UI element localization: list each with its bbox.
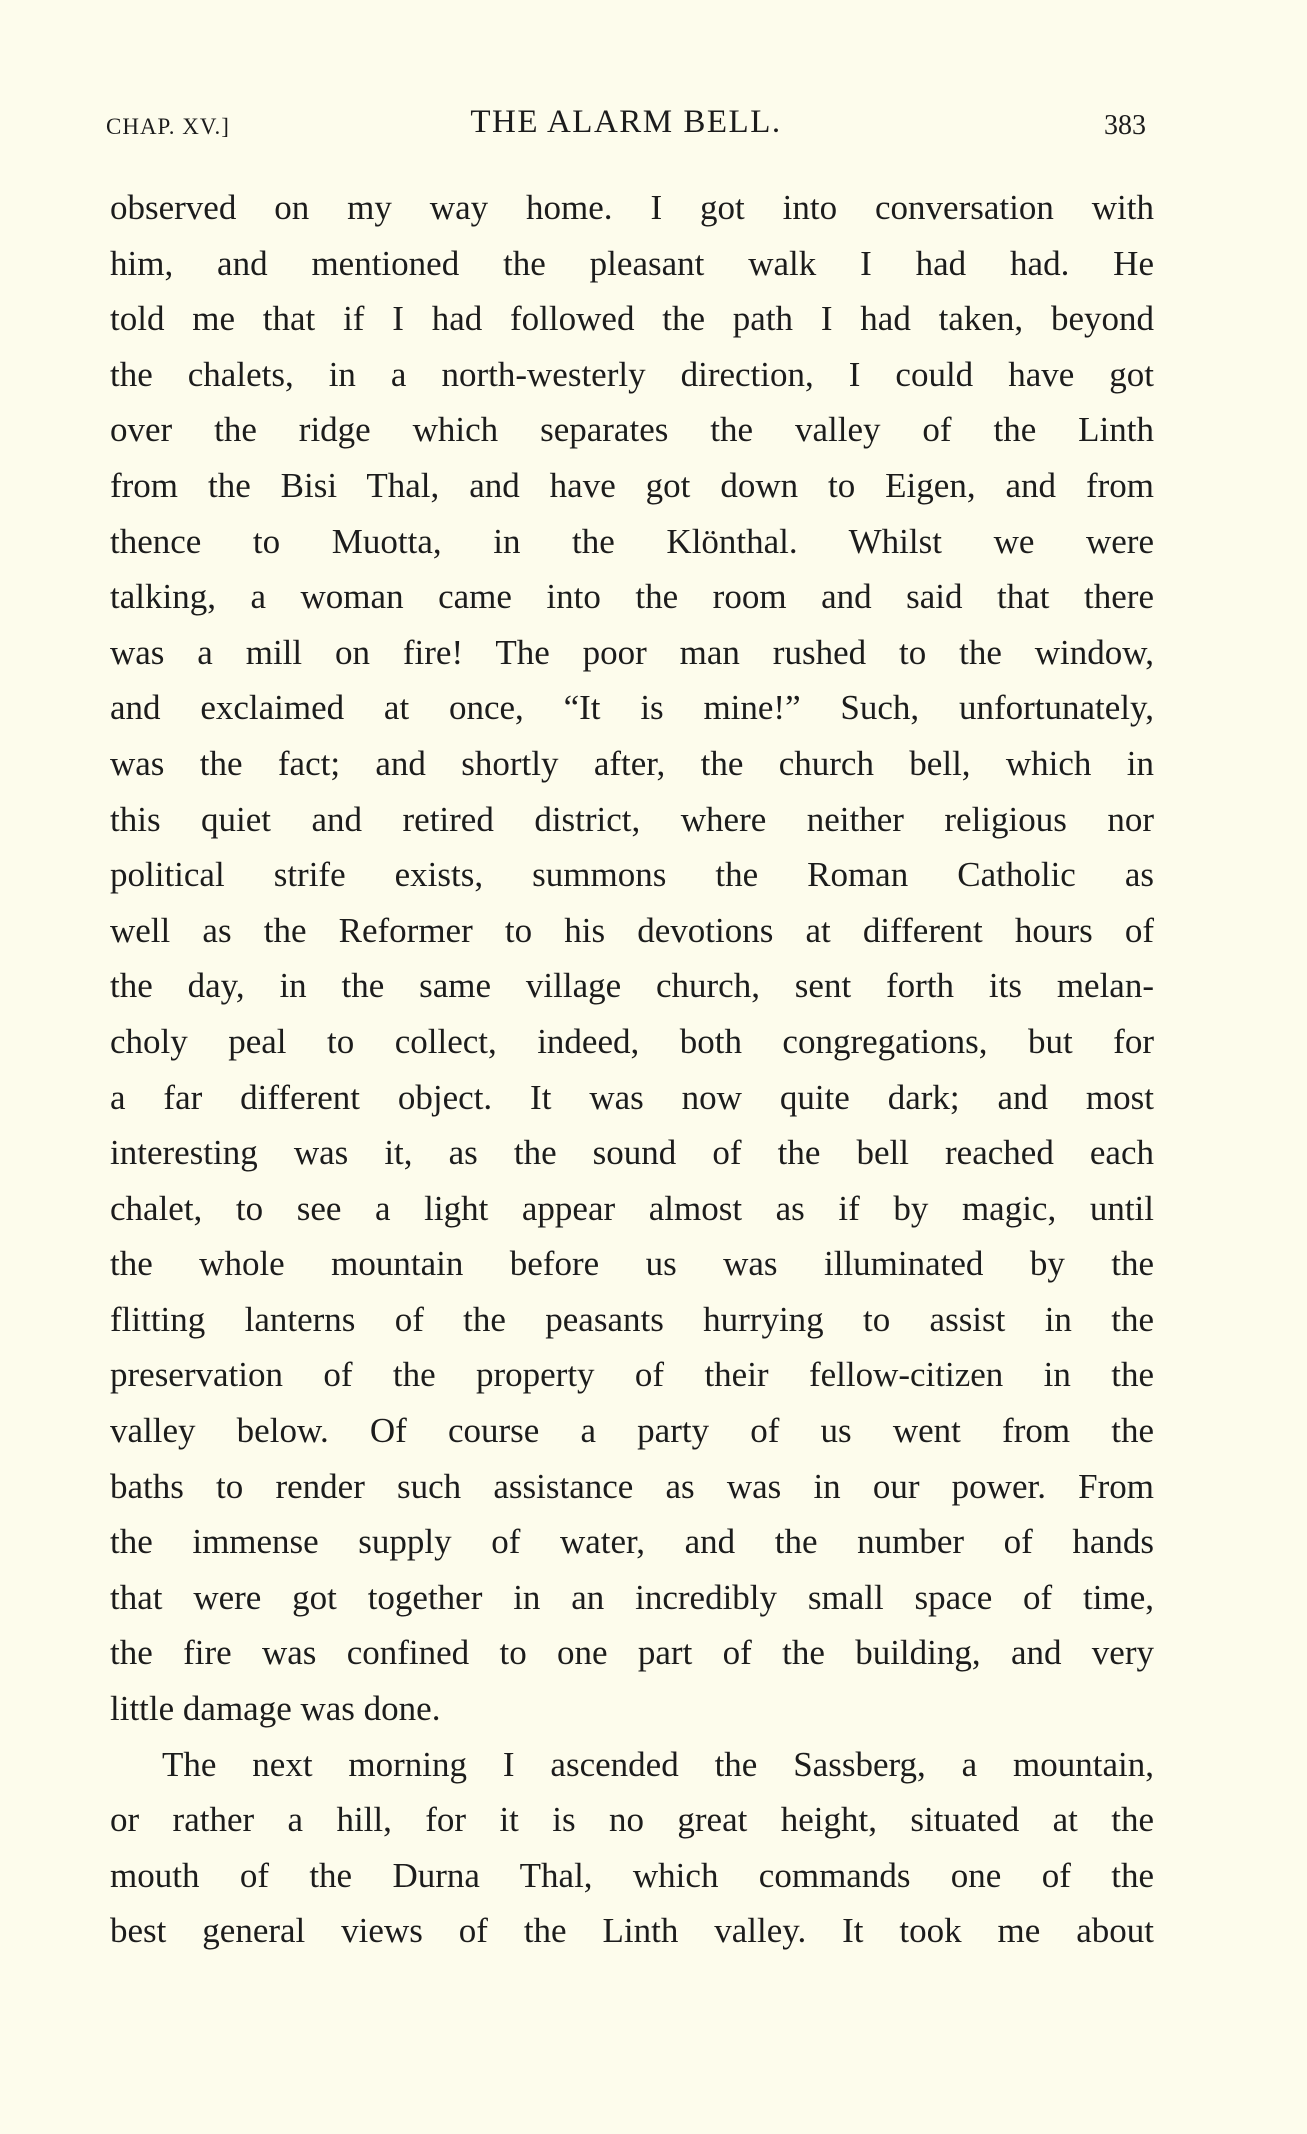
text-line-28: little damage was done. — [110, 1689, 441, 1729]
text-line-12: this quiet and retired district, where neither religious nor — [110, 799, 1154, 839]
text-line-1: observed on my way home. I got into conversation with — [110, 188, 1154, 227]
text-line-31: mouth of the Durna Thal, which commands one of the — [110, 1855, 1154, 1895]
text-line-22: preservation of the property of their fellow-citizen in the — [110, 1355, 1154, 1395]
text-line-24: baths to render such assistance as was in our power. From — [110, 1466, 1154, 1506]
text-line-18: interesting was it, as the sound of the bell reached each — [110, 1133, 1154, 1173]
running-title: THE ALARM BELL. — [470, 104, 782, 140]
text-line-17: a far different object. It was now quite dark; and most — [110, 1077, 1154, 1117]
text-line-2: him, and mentioned the pleasant walk I had had. He — [110, 243, 1154, 283]
text-line-13: political strife exists, summons the Roman Catholic as — [110, 855, 1154, 895]
text-line-5: over the ridge which separates the valley of the Linth — [110, 410, 1154, 450]
text-line-30: or rather a hill, for it is no great height, situated at the — [110, 1800, 1154, 1840]
body-text — [110, 180, 1154, 1959]
text-line-9: was a mill on fire! The poor man rushed to the window, — [110, 632, 1154, 672]
text-line-21: flitting lanterns of the peasants hurrying to assist in the — [110, 1299, 1154, 1339]
text-line-10: and exclaimed at once, “It is mine!” Such, unfortunately, — [110, 688, 1154, 728]
text-line-26: that were got together in an incredibly small space of time, — [110, 1577, 1154, 1617]
text-line-14: well as the Reformer to his devotions at different hours of — [110, 910, 1154, 950]
text-line-6: from the Bisi Thal, and have got down to Eigen, and from — [110, 465, 1154, 505]
text-line-4: the chalets, in a north-westerly direction, I could have got — [110, 354, 1154, 394]
text-line-16: choly peal to collect, indeed, both congregations, but for — [110, 1021, 1154, 1061]
text-line-32: best general views of the Linth valley. It took me about — [110, 1911, 1154, 1951]
text-line-19: chalet, to see a light appear almost as if by magic, until — [110, 1188, 1154, 1228]
text-line-29: The next morning I ascended the Sassberg, a mountain, — [162, 1744, 1154, 1784]
text-line-15: the day, in the same village church, sent forth its melan- — [110, 966, 1154, 1006]
text-line-23: valley below. Of course a party of us went from the — [110, 1411, 1154, 1451]
running-header — [106, 104, 1146, 148]
text-line-8: talking, a woman came into the room and said that there — [110, 577, 1154, 617]
text-line-7: thence to Muotta, in the Klönthal. Whilst we were — [110, 521, 1154, 561]
text-line-25: the immense supply of water, and the number of hands — [110, 1522, 1154, 1562]
page-number: 383 — [1104, 110, 1146, 141]
text-line-3: told me that if I had followed the path I had taken, beyond — [110, 299, 1154, 339]
chapter-reference: CHAP. XV.] — [106, 114, 230, 139]
text-line-20: the whole mountain before us was illuminated by the — [110, 1244, 1154, 1284]
text-line-27: the fire was confined to one part of the building, and very — [110, 1633, 1154, 1673]
text-line-11: was the fact; and shortly after, the church bell, which in — [110, 743, 1154, 783]
